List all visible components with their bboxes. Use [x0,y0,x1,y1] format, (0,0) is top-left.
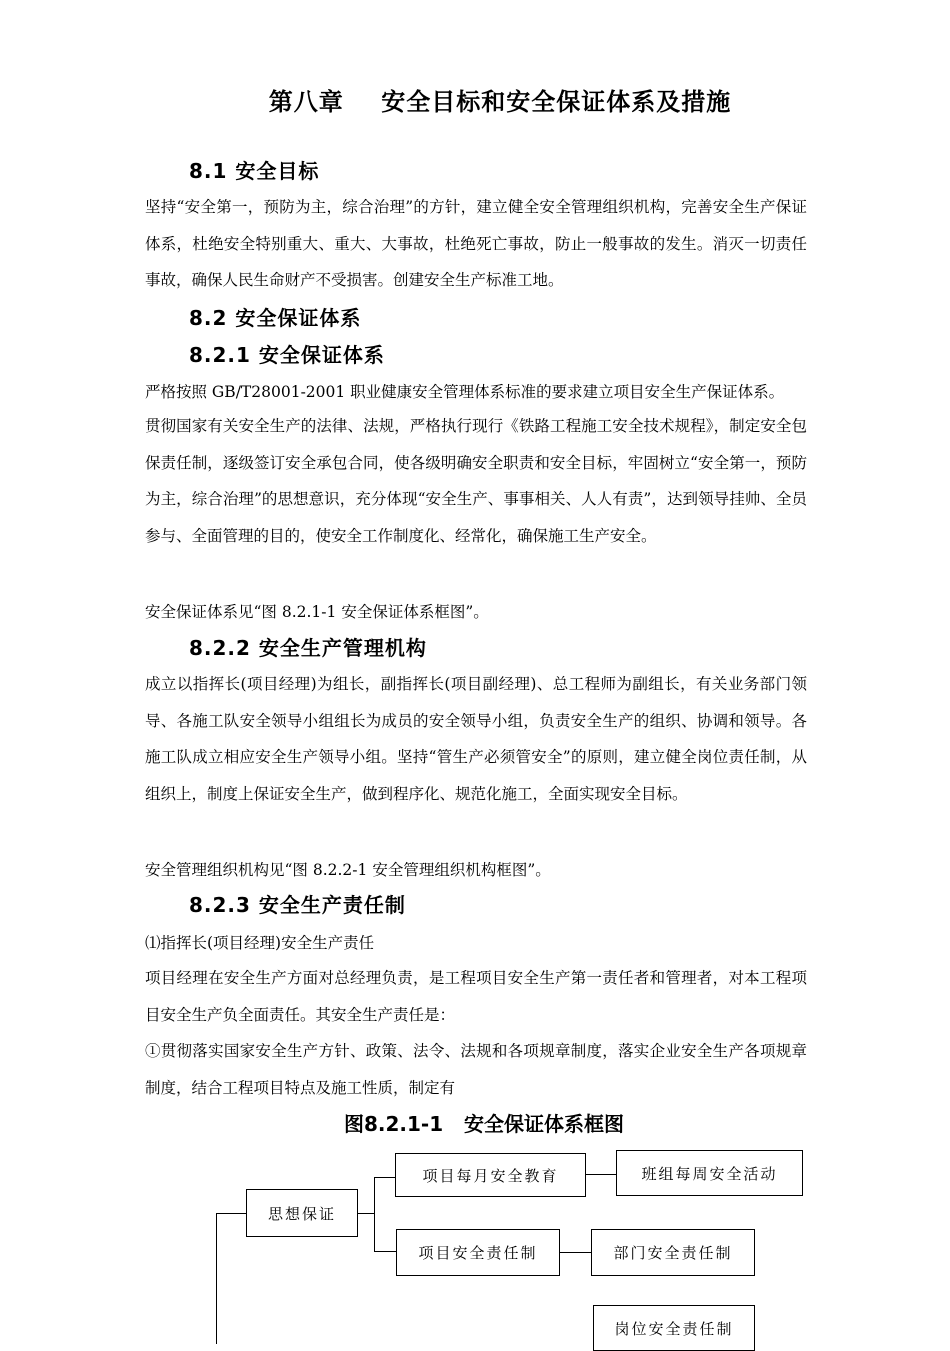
connector-to-monthly-edu [374,1177,395,1178]
section-8-2-1-paragraph: 贯彻国家有关安全生产的法律、法规，严格执行现行《铁路工程施工安全技术规程》，制定安全包保责任制，逐级签订安全承包合同，使各级明确安全职责和安全目标，牢固树立“安全第一，预防为主，综合治理”的思想意识，充分体现“安全生产、事事相关、人人有责”，达到领导挂帅、全员参与、全面管理的目的，使安全工作制度化、经常化，确保施工生产安全。 [145,417,807,545]
box-weekly-team-activity: 班组每周安全活动 [616,1150,803,1196]
section-8-2-1-heading: 8.2.1 安全保证体系 [189,343,385,367]
connector-left-trunk [216,1213,217,1344]
section-8-2-2-paragraph: 成立以指挥长(项目经理)为组长，副指挥长(项目副经理)、总工程师为副组长，有关业务部门领导、各施工队安全领导小组组长为成员的安全领导小组，负责安全生产的组织、协调和领导。各施工队成立相应安全生产领导小组。坚持“管生产必须管安全”的原则，建立健全岗位责任制，从组织上，制度上保证安全生产，做到程序化、规范化施工，全面实现安全目标。 [145,675,807,803]
connector-monthly-to-weekly [586,1174,616,1175]
connector-thought-to-branch [357,1213,375,1214]
section-8-1-paragraph: 坚持“安全第一，预防为主，综合治理”的方针，建立健全安全管理组织机构，完善安全生产保证体系，杜绝安全特别重大、重大、大事故，杜绝死亡事故，防止一般事故的发生。消灭一切责任事故，确保人民生命财产不受损害。创建安全生产标准工地。 [145,198,807,290]
connector-branch-vertical [374,1177,375,1251]
box-department-safety-responsibility: 部门安全责任制 [591,1229,755,1276]
box-post-safety-responsibility: 岗位安全责任制 [593,1305,755,1351]
section-8-2-3-item-1: ⑴指挥长(项目经理)安全生产责任 [145,934,375,952]
connector-trunk-to-thought [216,1213,247,1214]
section-8-2-1-line: 严格按照 GB/T28001-2001 职业健康安全管理体系标准的要求建立项目安全生产保证体系。 [145,383,785,401]
chapter-title: 第八章 安全目标和安全保证体系及措施 [268,88,732,116]
section-8-2-1-figure-reference: 安全保证体系见“图 8.2.1-1 安全保证体系框图”。 [145,603,489,621]
section-8-2-2-figure-reference: 安全管理组织机构见“图 8.2.2-1 安全管理组织机构框图”。 [145,861,551,879]
section-8-2-3-paragraph-1: 项目经理在安全生产方面对总经理负责，是工程项目安全生产第一责任者和管理者，对本工程项目安全生产负全面责任。其安全生产责任是： [145,969,807,1024]
section-8-2-3-paragraph-2: ①贯彻落实国家安全生产方针、政策、法令、法规和各项规章制度，落实企业安全生产各项规章制度，结合工程项目特点及施工性质，制定有 [145,1042,807,1097]
figure-title: 图8.2.1-1 安全保证体系框图 [343,1112,625,1136]
box-monthly-safety-education: 项目每月安全教育 [395,1153,586,1197]
section-8-2-2-heading: 8.2.2 安全生产管理机构 [189,636,427,660]
section-8-2-3-heading: 8.2.3 安全生产责任制 [189,893,406,917]
section-8-1-heading: 8.1 安全目标 [189,159,320,183]
box-project-safety-responsibility: 项目安全责任制 [396,1229,560,1276]
section-8-2-heading: 8.2 安全保证体系 [189,306,362,330]
connector-project-to-dept [559,1252,591,1253]
connector-to-project-resp [374,1251,396,1252]
box-thought-guarantee: 思想保证 [246,1189,358,1237]
